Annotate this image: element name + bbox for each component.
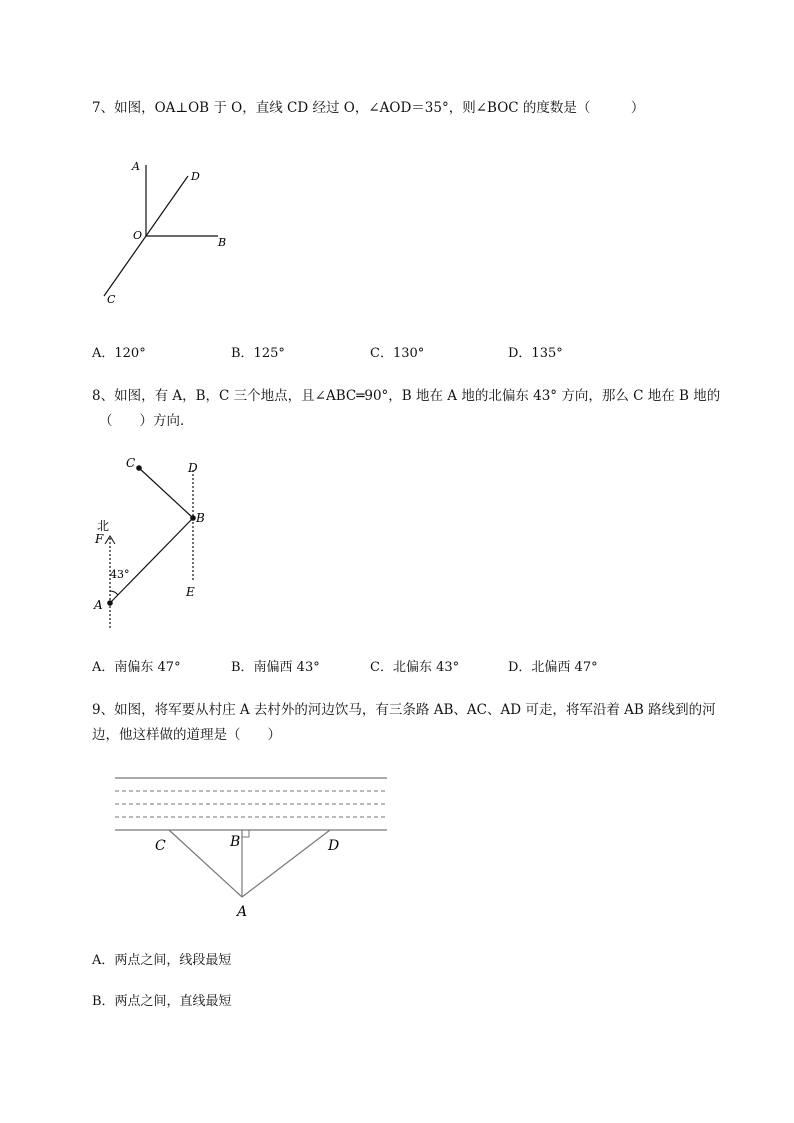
q8-label-b: B — [196, 511, 205, 525]
q8-option-d: D．北偏西 47° — [508, 660, 598, 675]
q7-figure — [96, 150, 236, 310]
q8-option-a: A．南偏东 47° — [92, 660, 181, 675]
q8-label-d: D — [188, 461, 198, 475]
q8-label-north: 北 — [97, 519, 110, 533]
q7-option-c: C．130° — [370, 346, 425, 361]
q9-stem-line2: 边，他这样做的道理是（ ） — [92, 727, 281, 743]
q9-option-a: A．两点之间，线段最短 — [92, 953, 232, 968]
q8-figure — [90, 452, 230, 637]
q7-stem: 7、如图，OA⊥OB 于 O，直线 CD 经过 O，∠AOD＝35°，则∠BOC 的度数是（ ） — [92, 100, 645, 116]
q7-option-d: D．135° — [508, 346, 563, 361]
q9-label-c: C — [155, 838, 166, 854]
q8-label-f: F — [95, 532, 104, 546]
q9-figure — [112, 770, 392, 920]
q9-label-b: B — [230, 834, 241, 850]
q7-option-a: A．120° — [92, 346, 146, 361]
q8-label-angle: 43° — [110, 568, 130, 581]
q7-label-d: D — [191, 170, 200, 183]
q9-stem-line1: 9、如图，将军要从村庄 A 去村外的河边饮马，有三条路 AB、AC、AD 可走，将军沿着 AB 路线到的河 — [92, 702, 716, 718]
q8-label-c: C — [126, 456, 136, 470]
q7-label-a: A — [132, 160, 140, 173]
q8-stem-line2: （ ）方向． — [99, 413, 194, 429]
q8-option-b: B．南偏西 43° — [231, 660, 320, 675]
q9-label-a: A — [237, 904, 248, 920]
q7-option-b: B．125° — [231, 346, 285, 361]
q7-label-c: C — [107, 293, 116, 306]
q8-label-a: A — [94, 598, 103, 612]
q9-label-d: D — [328, 838, 340, 854]
q7-label-b: B — [218, 236, 227, 249]
q8-option-c: C．北偏东 43° — [370, 660, 460, 675]
q8-stem-line1: 8、如图，有 A，B，C 三个地点，且∠ABC═90°，B 地在 A 地的北偏东 43° 方向，那么 C 地在 B 地的 — [92, 388, 721, 404]
q7-label-o: O — [133, 229, 143, 242]
q8-label-e: E — [186, 585, 195, 599]
q9-option-b: B．两点之间，直线最短 — [92, 994, 232, 1009]
